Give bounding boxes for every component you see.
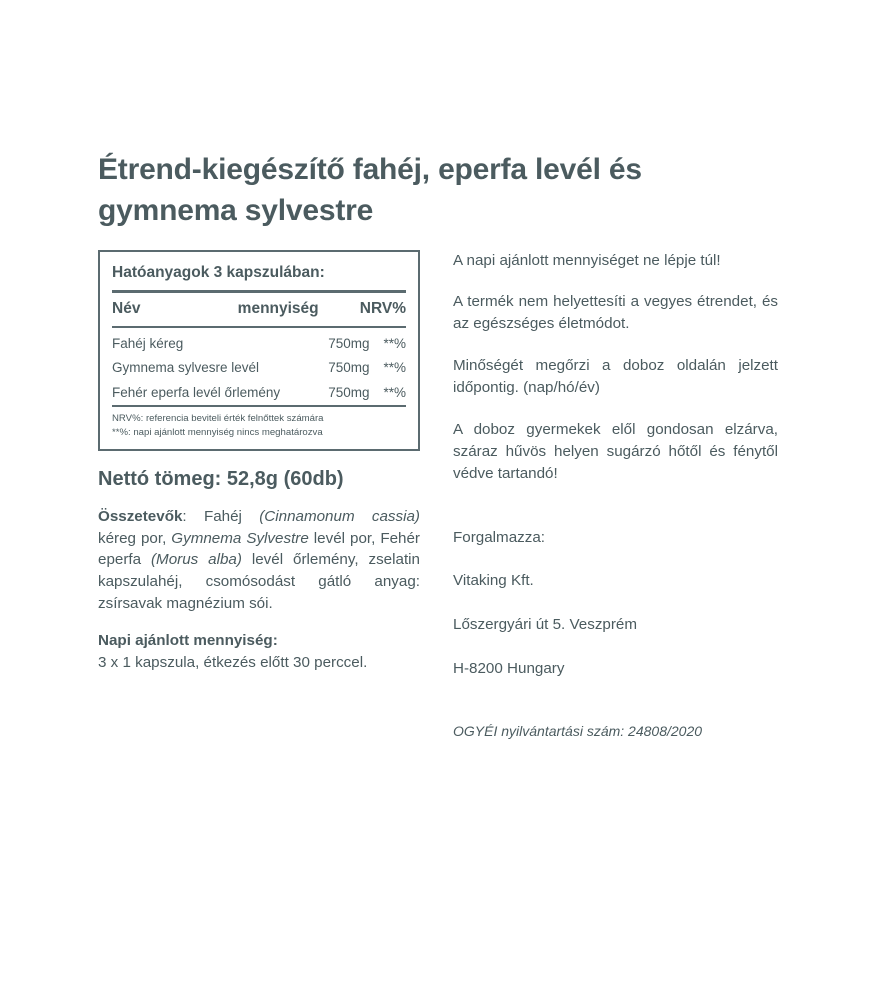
footnote-nrv: NRV%: referencia beviteli érték felnőttek számára [112,412,324,424]
row-ingredient-nrv: **% [383,335,406,351]
column-header-amount: mennyiség [237,299,319,317]
warning-best-before: Minőségét megőrzi a doboz oldalán jelzett időpontig. (nap/hó/év) [453,357,778,397]
row-ingredient-amount: 750mg [328,384,370,400]
dosage-heading: Napi ajánlott mennyiség: [98,632,278,650]
row-ingredient-name: Gymnema sylvesre levél [112,360,260,376]
ingredients-latin-1: (Cinnamonum cassia) [259,508,420,526]
row-ingredient-name: Fahéj kéreg [112,335,184,351]
table-header-row [112,293,406,326]
footnote-asterisk: **%: napi ajánlott mennyiség nincs meghatározva [112,427,323,439]
table-row [112,380,406,405]
label-columns [98,250,778,742]
ingredients-table [112,293,406,326]
distributor-block [453,505,778,702]
ingredients-paragraph [98,506,420,614]
warning-storage: A doboz gyermekek elől gondosan elzárva, száraz hűvös helyen sugárzó hőtől és fénytől védve tartandó! [453,421,778,482]
facts-footnotes [112,407,406,442]
column-header-nrv: NRV% [359,299,406,317]
warning-do-not-exceed: A napi ajánlott mennyiséget ne lépje túl! [453,251,721,269]
table-row [112,328,406,356]
product-label [98,150,778,741]
page-title: Étrend-kiegészítő fahéj, eperfa levél és gymnema sylvestre [98,153,642,227]
ingredients-text-4: levél őrlemény, zselatin kapszulahéj, csomósodást gátló anyag: zsírsavak magnézium sói. [98,551,420,612]
distributor-city: H-8200 Hungary [453,659,565,677]
registration-number: OGYÉI nyilvántartási szám: 24808/2020 [453,722,703,739]
supplement-facts-panel [98,250,420,452]
row-ingredient-amount: 750mg [328,360,370,376]
ingredients-text-2: kéreg por, [98,529,172,547]
ingredients-latin-3: (Morus alba) [150,551,242,569]
row-ingredient-nrv: **% [383,384,406,400]
table-row [112,355,406,380]
ingredients-text-3: levél por, Fehér eperfa [98,529,420,569]
distributor-label: Forgalmazza: [453,528,546,546]
right-column [453,250,778,742]
warning-not-a-substitute: A termék nem helyettesíti a vegyes étrendet, és az egészséges életmódot. [453,293,778,333]
distributor-street: Lőszergyári út 5. Veszprém [453,616,638,634]
left-column [98,250,420,674]
distributor-company: Vitaking Kft. [453,572,534,590]
column-header-name: Név [112,299,141,317]
ingredients-table-body-wrap [112,328,406,405]
dosage-paragraph [98,630,420,673]
ingredients-text-1: Fahéj [203,508,260,526]
row-ingredient-amount: 750mg [328,335,370,351]
ingredients-table-body [112,328,406,405]
ingredients-latin-2: Gymnema Sylvestre [171,529,309,547]
ingredients-table-head [112,293,406,326]
dosage-text: 3 x 1 kapszula, étkezés előtt 30 perccel. [98,653,368,671]
ingredients-separator: : [182,508,204,526]
row-ingredient-name: Fehér eperfa levél őrlemény [112,384,281,400]
ingredients-label: Összetevők [98,508,183,526]
row-ingredient-nrv: **% [383,360,406,376]
facts-panel-heading: Hatóanyagok 3 kapszulában: [112,263,325,281]
net-weight: Nettó tömeg: 52,8g (60db) [98,468,344,491]
